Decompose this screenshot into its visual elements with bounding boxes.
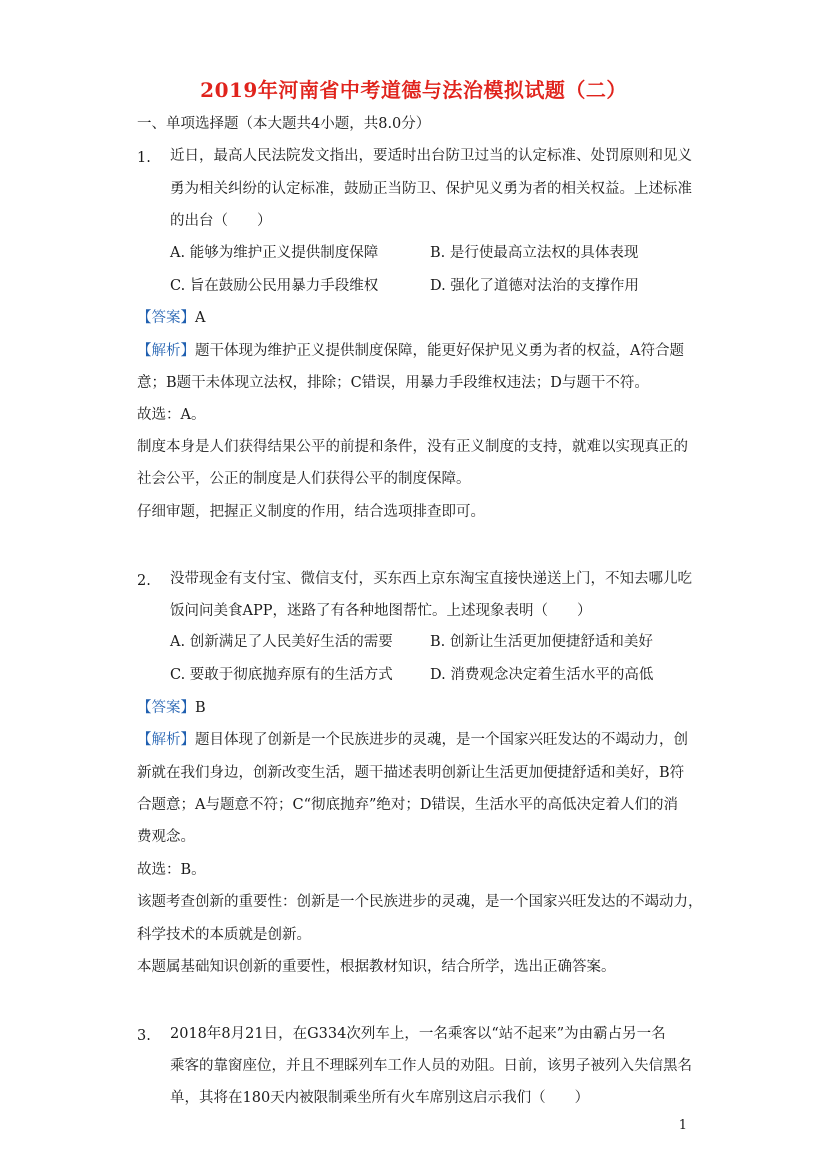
question-1-option-d: D. 强化了道德对法治的支撑作用 [430,278,639,294]
analysis-tag: 【解析】 [137,732,195,748]
answer-tag: 【答案】 [137,700,195,716]
question-1-answer [137,308,205,328]
exam-title: 2019年河南省中考道德与法治模拟试题（二） [200,78,627,102]
question-2-number: 2. [137,573,151,589]
question-1-option-a: A. 能够为维护正义提供制度保障 [170,245,379,261]
question-3-number: 3. [137,1028,151,1044]
question-2-analysis [137,730,688,750]
answer-value: B [195,700,206,716]
choose-line: 故选：A。 [137,407,206,423]
note-line: 本题属基础知识创新的重要性，根据教材知识，结合所学，选出正确答案。 [137,959,616,975]
question-1-number: 1. [137,150,151,166]
question-1-stem-line: 的出台（ ） [170,213,272,229]
question-3-stem-line: 2018年8月21日，在G334次列车上，一名乘客以“站不起来”为由霸占另一名 [170,1026,666,1042]
answer-tag: 【答案】 [137,310,195,326]
question-3-stem-line: 单，其将在180天内被限制乘坐所有火车席别这启示我们（ ） [170,1090,590,1106]
note-line: 科学技术的本质就是创新。 [137,927,311,943]
question-2-option-d: D. 消费观念决定着生活水平的高低 [430,667,654,683]
question-2-option-a: A. 创新满足了人民美好生活的需要 [170,634,393,650]
analysis-line: 题干体现为维护正义提供制度保障，能更好保护见义勇为者的权益，A符合题 [195,343,684,359]
question-1-analysis [137,341,684,361]
analysis-tag: 【解析】 [137,343,195,359]
question-2-stem-line: 没带现金有支付宝、微信支付，买东西上京东淘宝直接快递送上门，不知去哪儿吃 [170,571,692,587]
analysis-line: 新就在我们身边，创新改变生活，题干描述表明创新让生活更加便捷舒适和美好，B符 [137,765,685,781]
question-1-option-c: C. 旨在鼓励公民用暴力手段维权 [170,278,379,294]
answer-value: A [195,310,206,326]
note-line: 该题考查创新的重要性：创新是一个民族进步的灵魂，是一个国家兴旺发达的不竭动力， [137,894,703,910]
question-2-option-c: C. 要敢于彻底抛弃原有的生活方式 [170,667,393,683]
question-2-option-b: B. 创新让生活更加便捷舒适和美好 [430,634,653,650]
section-heading: 一、单项选择题（本大题共4小题，共8.0分） [137,116,431,132]
note-line: 社会公平，公正的制度是人们获得公平的制度保障。 [137,471,471,487]
analysis-line: 合题意；A与题意不符；C“彻底抛弃”绝对；D错误，生活水平的高低决定着人们的消 [137,797,679,813]
page-number: 1 [678,1118,687,1133]
question-2-stem-line: 饭问问美食APP，迷路了有各种地图帮忙。上述现象表明（ ） [170,603,592,619]
analysis-line: 费观念。 [137,829,195,845]
question-1-stem-line: 勇为相关纠纷的认定标准，鼓励正当防卫、保护见义勇为者的相关权益。上述标准 [170,181,692,197]
question-1-option-b: B. 是行使最高立法权的具体表现 [430,245,639,261]
analysis-line: 意；B题干未体现立法权，排除；C错误，用暴力手段维权违法；D与题干不符。 [137,375,649,391]
note-line: 制度本身是人们获得结果公平的前提和条件，没有正义制度的支持，就难以实现真正的 [137,439,688,455]
question-3-stem-line: 乘客的靠窗座位，并且不理睬列车工作人员的劝阻。日前，该男子被列入失信黑名 [170,1058,692,1074]
choose-line: 故选：B。 [137,862,206,878]
note-line: 仔细审题，把握正义制度的作用，结合选项排查即可。 [137,504,485,520]
analysis-line: 题目体现了创新是一个民族进步的灵魂，是一个国家兴旺发达的不竭动力，创 [195,732,688,748]
question-2-answer [137,698,206,718]
question-1-stem-line: 近日，最高人民法院发文指出，要适时出台防卫过当的认定标准、处罚原则和见义 [170,148,692,164]
